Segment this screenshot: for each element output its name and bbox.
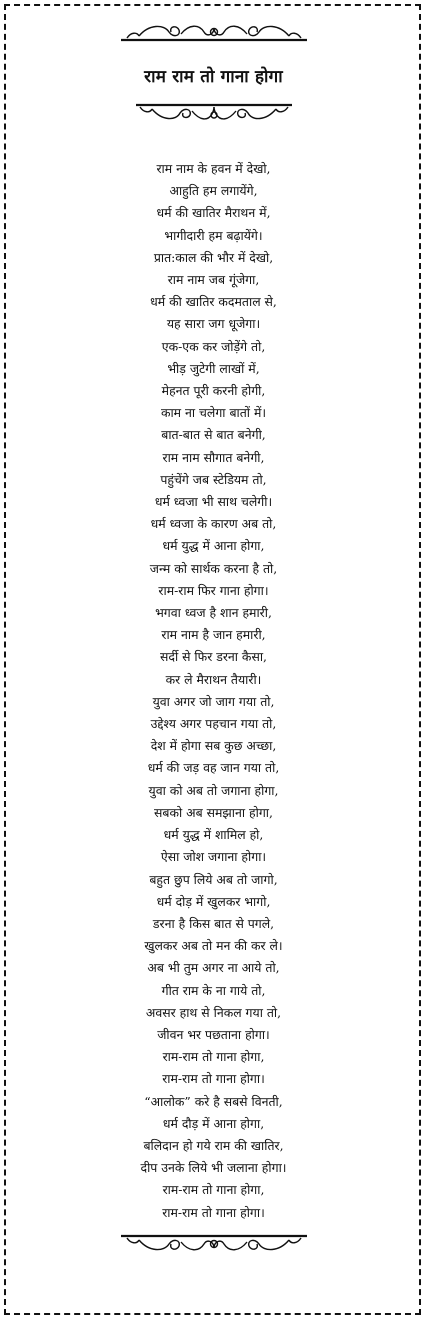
poem-line: धर्म दोड़ में खुलकर भागो,: [156, 893, 271, 909]
bottom-scroll-ornament: [0, 1230, 427, 1256]
poem-line: “आलोक” करे है सबसे विनती,: [144, 1093, 283, 1109]
poem-line: बलिदान हो गये राम की खातिर,: [143, 1137, 284, 1153]
poem-line: धर्म ध्वजा भी साथ चलेगी।: [154, 494, 273, 510]
poem-line: डरना है किस बात से पगले,: [152, 915, 275, 931]
poem-line: राम-राम फिर गाना होगा।: [158, 582, 269, 598]
title-underline-ornament: [0, 99, 427, 125]
poem-line: राम-राम तो गाना होगा,: [162, 1182, 265, 1198]
poem-line: गीत राम के ना गाये तो,: [161, 982, 266, 998]
poem-line: उद्देश्य अगर पहचान गया तो,: [150, 716, 277, 732]
poem-line: पहुंचेंगे जब स्टेडियम तो,: [160, 471, 267, 487]
poem-line: धर्म युद्ध में आना होगा,: [162, 538, 265, 554]
poem-title: राम राम तो गाना होगा: [144, 67, 283, 87]
poem-line: देश में होगा सब कुछ अच्छा,: [150, 738, 277, 754]
poem-line: भीड़ जुटेगी लाखों में,: [167, 360, 260, 376]
poem-line: सबको अब समझाना होगा,: [154, 804, 273, 820]
poem-line: अब भी तुम अगर ना आये तो,: [147, 960, 280, 976]
poem-line: राम-राम तो गाना होगा,: [162, 1049, 265, 1065]
poem-line: धर्म ध्वजा के कारण अब तो,: [150, 516, 277, 532]
poem-line: मेहनत पूरी करनी होगी,: [161, 383, 266, 399]
poem-line: राम नाम जब गूंजेगा,: [167, 272, 260, 288]
poem-line: एक-एक कर जोड़ेंगे तो,: [161, 338, 266, 354]
poem-line: जीवन भर पछताना होगा।: [157, 1026, 270, 1042]
poem-line: यह सारा जग धूजेगा।: [166, 316, 261, 332]
poem-line: भागीदारी हम बढ़ायेंगे।: [164, 227, 263, 243]
poem-line: धर्म की खातिर कदमताल से,: [150, 294, 277, 310]
poem-line: जन्म को सार्थक करना है तो,: [149, 560, 278, 576]
poem-line: सर्दी से फिर डरना कैसा,: [160, 649, 267, 665]
poem-line: काम ना चलेगा बातों में।: [160, 405, 267, 421]
poem-line: भगवा ध्वज है शान हमारी,: [155, 605, 272, 621]
poem-line: युवा को अब तो जगाना होगा,: [148, 782, 279, 798]
poem-line: ऐसा जोश जगाना होगा।: [160, 849, 267, 865]
poem-line: कर ले मैराथन तैयारी।: [165, 671, 262, 687]
poem-line: राम-राम तो गाना होगा।: [162, 1204, 265, 1220]
top-scroll-ornament: [0, 20, 427, 46]
poem-line: बहुत छुप लिये अब तो जागो,: [149, 871, 278, 887]
poem-line: प्रात:काल की भौर में देखो,: [153, 249, 274, 265]
poem-line: युवा अगर जो जाग गया तो,: [152, 693, 275, 709]
poem-body: [0, 158, 427, 1224]
poem-line: खुलकर अब तो मन की कर ले।: [144, 938, 283, 954]
poem-line: राम-राम तो गाना होगा।: [162, 1071, 265, 1087]
poem-line: धर्म दौड़ में आना होगा,: [162, 1115, 265, 1131]
poem-line: धर्म युद्ध में शामिल हो,: [163, 827, 264, 843]
poem-line: बात-बात से बात बनेगी,: [161, 427, 266, 443]
poem-line: धर्म की जड़ वह जान गया तो,: [147, 760, 280, 776]
poem-line: राम नाम के हवन में देखो,: [156, 161, 271, 176]
poem-line: आहुति हम लगायेंगे,: [169, 183, 258, 199]
poem-line: राम नाम सौगात बनेगी,: [162, 449, 265, 465]
poem-line: अवसर हाथ से निकल गया तो,: [145, 1004, 282, 1020]
poem-line: दीप उनके लिये भी जलाना होगा।: [140, 1160, 287, 1176]
poem-line: धर्म की खातिर मैराथन में,: [156, 205, 271, 221]
poem-line: राम नाम है जान हमारी,: [161, 627, 266, 643]
